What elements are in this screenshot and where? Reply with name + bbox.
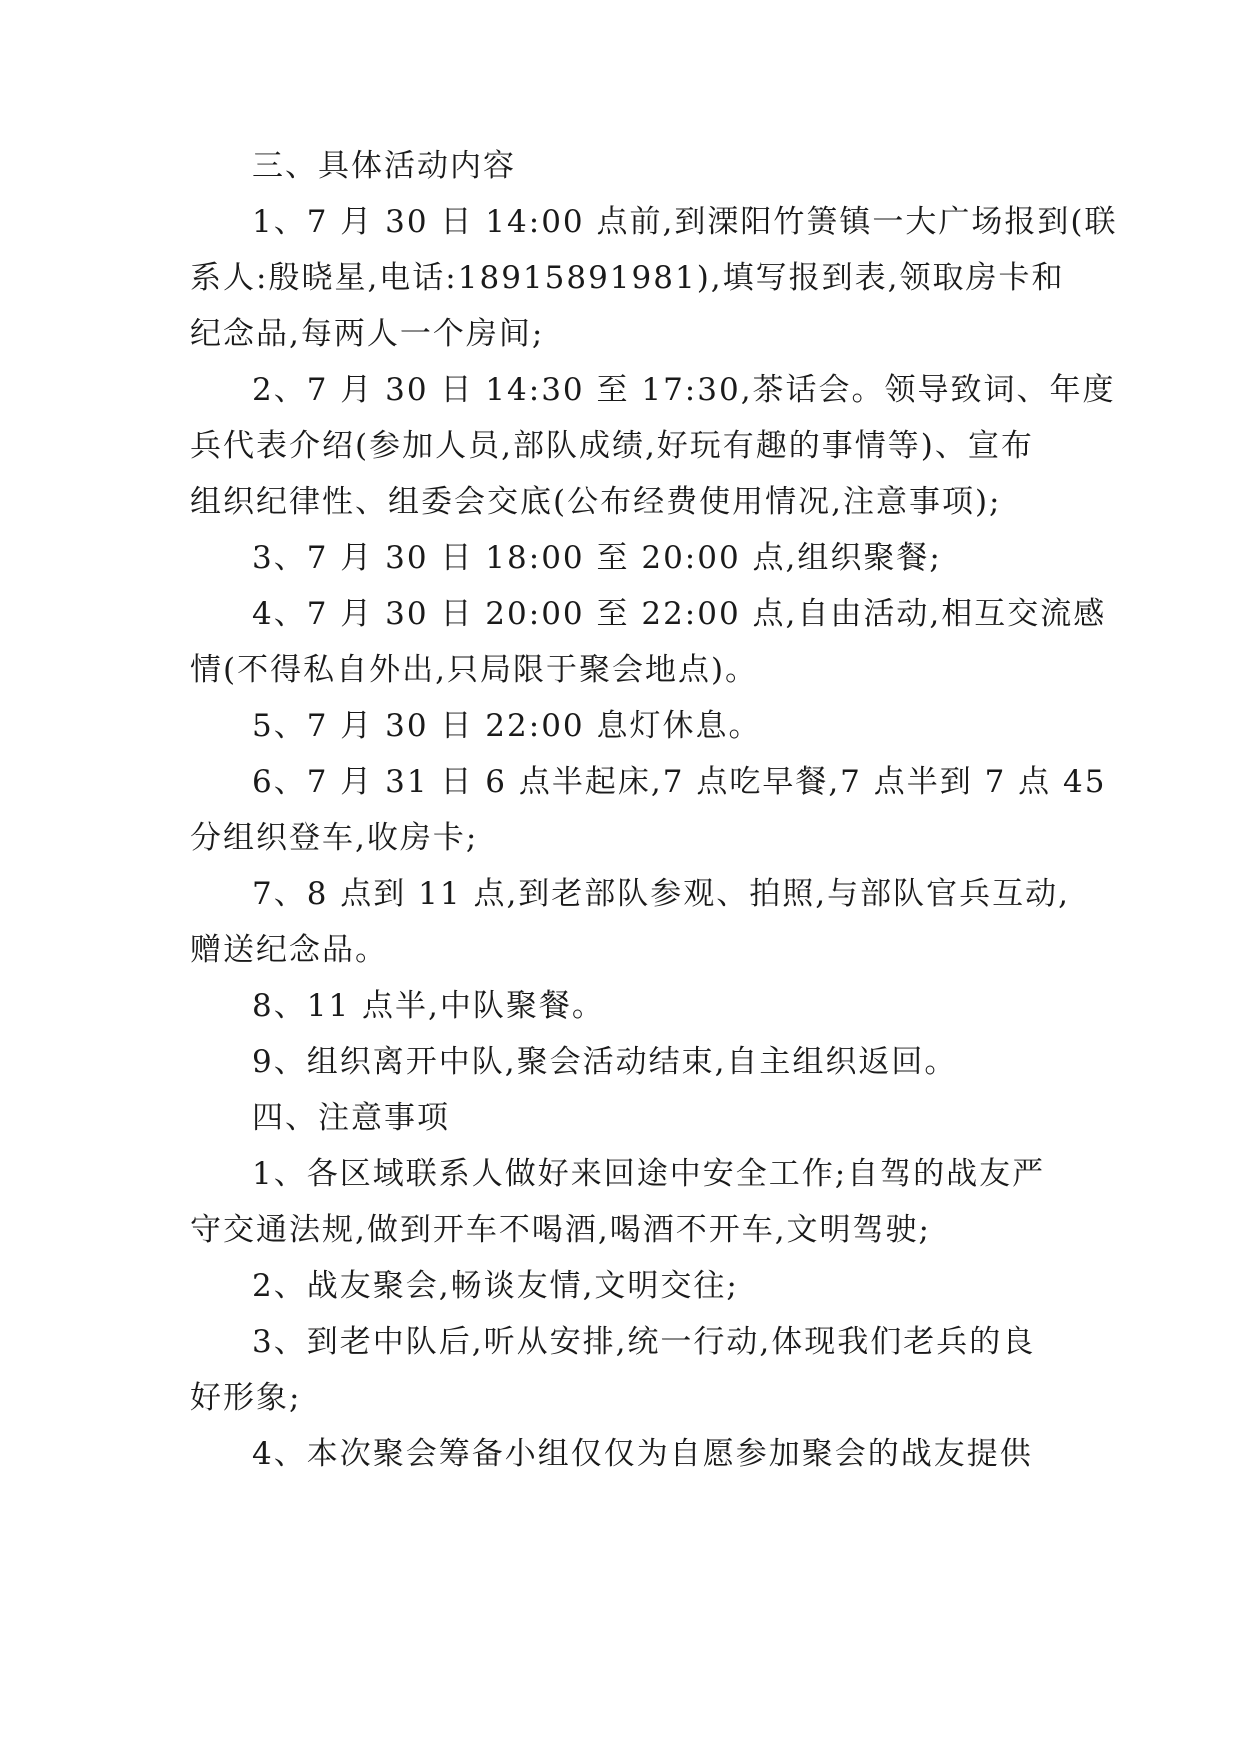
paragraph-line: 守交通法规,做到开车不喝酒,喝酒不开车,文明驾驶;: [190, 1212, 932, 1248]
paragraph-line: 1、各区域联系人做好来回途中安全工作;自驾的战友严: [252, 1156, 1046, 1192]
paragraph-line: 系人:殷晓星,电话:18915891981),填写报到表,领取房卡和: [190, 260, 1065, 296]
paragraph-line: 6、7 月 31 日 6 点半起床,7 点吃早餐,7 点半到 7 点 45: [252, 764, 1107, 800]
paragraph-line: 3、到老中队后,听从安排,统一行动,体现我们老兵的良: [252, 1324, 1036, 1360]
paragraph-line: 4、7 月 30 日 20:00 至 22:00 点,自由活动,相互交流感: [252, 596, 1107, 632]
paragraph-line: 5、7 月 30 日 22:00 息灯休息。: [252, 708, 762, 744]
paragraph-line: 2、战友聚会,畅谈友情,文明交往;: [252, 1268, 739, 1304]
section-heading-activities: 三、具体活动内容: [252, 148, 516, 184]
paragraph-line: 组织纪律性、组委会交底(公布经费使用情况,注意事项);: [190, 484, 1002, 520]
paragraph-line: 分组织登车,收房卡;: [190, 820, 479, 856]
paragraph-line: 情(不得私自外出,只局限于聚会地点)。: [190, 652, 759, 688]
paragraph-line: 1、7 月 30 日 14:00 点前,到溧阳竹箦镇一大广场报到(联: [252, 204, 1118, 240]
paragraph-line: 8、11 点半,中队聚餐。: [252, 988, 605, 1024]
paragraph-line: 赠送纪念品。: [190, 932, 388, 968]
paragraph-line: 纪念品,每两人一个房间;: [190, 316, 545, 352]
paragraph-line: 7、8 点到 11 点,到老部队参观、拍照,与部队官兵互动,: [252, 876, 1071, 912]
paragraph-line: 3、7 月 30 日 18:00 至 20:00 点,组织聚餐;: [252, 540, 942, 576]
paragraph-line: 2、7 月 30 日 14:30 至 17:30,茶话会。领导致词、年度: [252, 372, 1116, 408]
paragraph-line: 4、本次聚会筹备小组仅仅为自愿参加聚会的战友提供: [252, 1436, 1033, 1472]
paragraph-line: 兵代表介绍(参加人员,部队成绩,好玩有趣的事情等)、宣布: [190, 428, 1034, 464]
paragraph-line: 9、组织离开中队,聚会活动结束,自主组织返回。: [252, 1044, 958, 1080]
paragraph-line: 好形象;: [190, 1380, 302, 1416]
section-heading-notes: 四、注意事项: [252, 1100, 450, 1136]
